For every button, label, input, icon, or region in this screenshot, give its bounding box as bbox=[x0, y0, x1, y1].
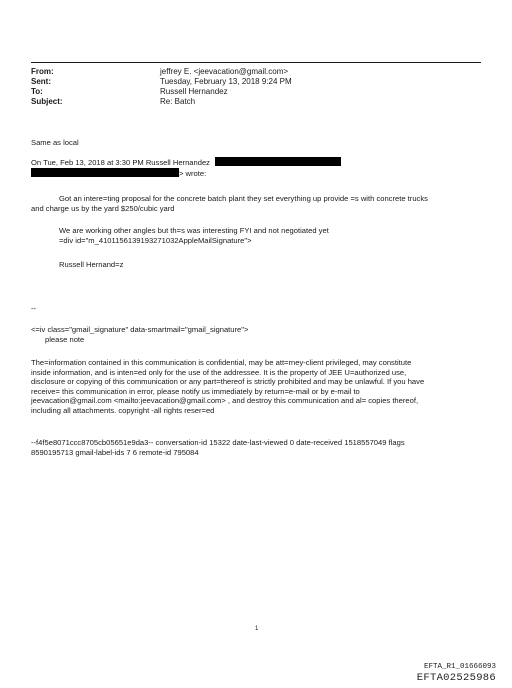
page-number: 1 bbox=[255, 626, 259, 632]
header-divider bbox=[31, 62, 481, 63]
gmail-signature-block bbox=[31, 325, 481, 344]
bates-number-1: EFTA_R1_01666093 bbox=[423, 663, 496, 671]
quoted-paragraph-2 bbox=[31, 226, 481, 245]
para-1-line-2: and charge us by the yard $250/cubic yard bbox=[31, 203, 175, 213]
quote-intro-wrote: > wrote: bbox=[179, 168, 207, 178]
to-label: To: bbox=[31, 87, 43, 96]
bates-number-2: EFTA02525986 bbox=[416, 672, 496, 684]
header-sent-row bbox=[31, 77, 292, 87]
disclaimer-line-6: including all attachments. copyright -all rights reser=ed bbox=[31, 405, 215, 415]
from-label: From: bbox=[31, 67, 54, 76]
metadata-line-1: --f4f5e8071ccc8705cb05651e9da3-- conversation-id 15322 date-last-viewed 0 date-received 1518557049 flags bbox=[31, 438, 405, 447]
header-to-row bbox=[31, 87, 292, 97]
header-from-row bbox=[31, 67, 292, 77]
metadata-line-2: 8590195713 gmail-label-ids 7 6 remote-id 795084 bbox=[31, 447, 199, 457]
gmail-signature-tag: <=iv class="gmail_signature" data-smartmail="gmail_signature"> bbox=[31, 325, 249, 334]
redaction-bar bbox=[31, 168, 179, 177]
message-metadata bbox=[31, 438, 481, 457]
quoted-paragraph-1 bbox=[31, 194, 481, 213]
from-value: jeffrey E. <jeevacation@gmail.com> bbox=[160, 67, 289, 76]
to-value: Russell Hernandez bbox=[160, 87, 228, 96]
disclaimer-line-3: disclosure or copying of this communication or any part=thereof is strictly prohibited and may be unlawful. If you have bbox=[31, 377, 425, 387]
redaction-bar bbox=[215, 157, 341, 166]
disclaimer-line-1: The=information contained in this communication is confidential, may be att=rney-client privileged, may constitute bbox=[31, 358, 412, 367]
disclaimer bbox=[31, 358, 481, 416]
sent-value: Tuesday, February 13, 2018 9:24 PM bbox=[160, 77, 292, 86]
header-subject-row bbox=[31, 97, 292, 107]
email-header bbox=[31, 67, 292, 107]
disclaimer-line-5: jeevacation@gmail.com <mailto:jeevacation@gmail.com> , and destroy this communication and al= copies thereof, bbox=[31, 396, 419, 406]
quote-intro-line-1 bbox=[31, 157, 481, 168]
quote-intro bbox=[31, 157, 481, 178]
para-2-line-2: =div id="m_4101156139193271032AppleMailSignature"> bbox=[59, 235, 252, 245]
signature-name: Russell Hernand=z bbox=[59, 260, 124, 269]
subject-value: Re: Batch bbox=[160, 97, 196, 106]
disclaimer-line-2: inside information, and is inten=ed only for the use of the addressee. It is the property of JEE U=authorized use, bbox=[31, 367, 407, 377]
sent-label: Sent: bbox=[31, 77, 51, 86]
para-2-line-1: We are working other angles but th=s was interesting FYI and not negotiated yet bbox=[59, 226, 329, 235]
quote-intro-sender: On Tue, Feb 13, 2018 at 3:30 PM Russell Hernandez bbox=[31, 158, 210, 167]
bates-stamp bbox=[417, 662, 496, 684]
reply-text: Same as local bbox=[31, 138, 79, 147]
disclaimer-line-4: receive= this communication in error, please notify us immediately by return=e-mail or by e-mail to bbox=[31, 386, 360, 396]
separator: -- bbox=[31, 304, 37, 313]
para-1-line-1: Got an intere=ting proposal for the concrete batch plant they set everything up provide =s with concrete trucks bbox=[59, 194, 428, 203]
subject-label: Subject: bbox=[31, 97, 63, 106]
quote-intro-line-2 bbox=[31, 168, 481, 179]
please-note: please note bbox=[45, 334, 85, 344]
